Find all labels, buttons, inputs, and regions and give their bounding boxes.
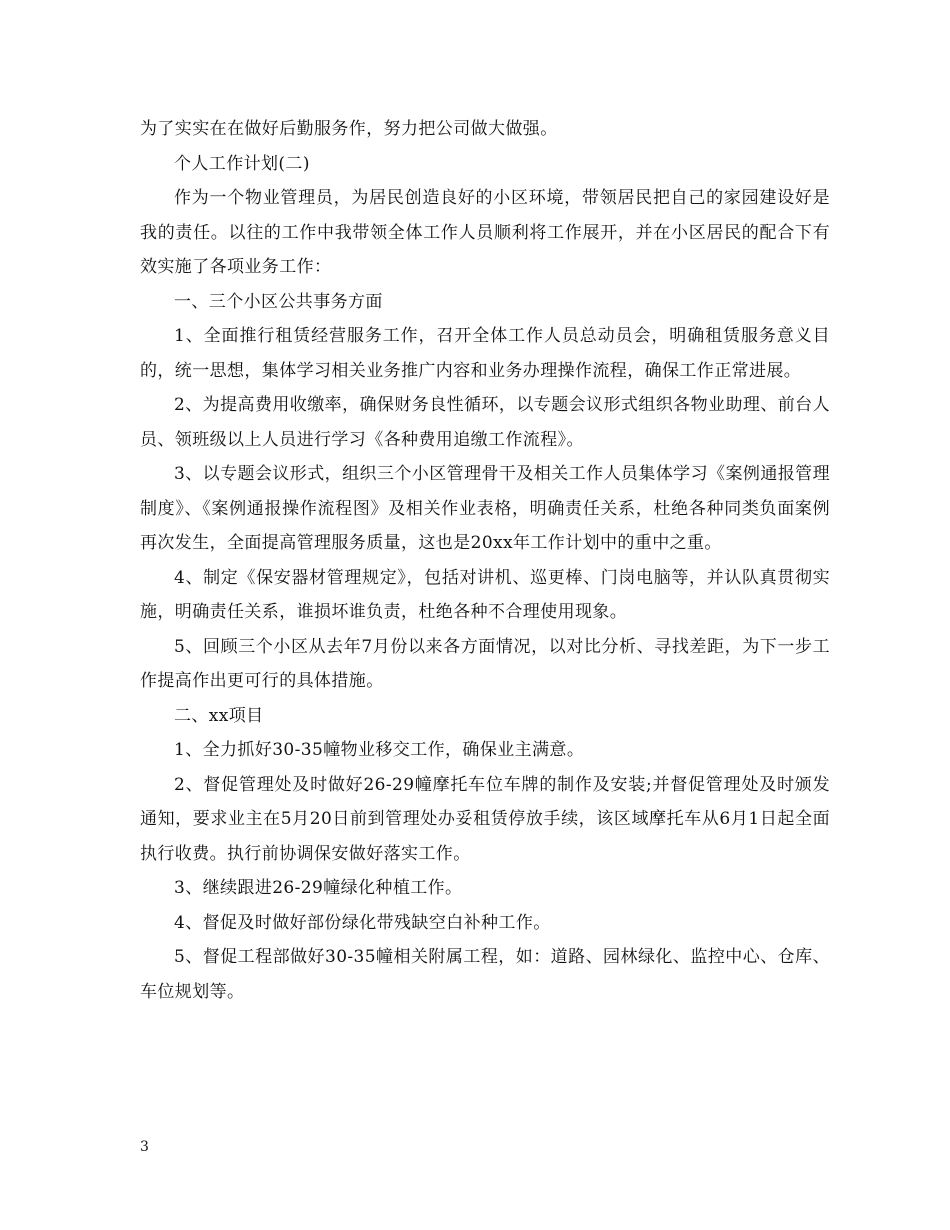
list-item: 1、全力抓好30-35幢物业移交工作，确保业主满意。 [174,740,585,760]
paragraph: 为了实实在在做好后勤服务作，努力把公司做大做强。 [140,119,558,139]
paragraph: 作为一个物业管理员，为居民创造良好的小区环境，带领居民把自己的家园建设好是我的责任。以往的工作中我带领全体工作人员顺利将工作展开，并在小区居民的配合下有效实施了各项业务工作： [140,188,830,277]
page-number: 3 [140,1139,149,1155]
list-item: 4、督促及时做好部份绿化带残缺空白补种工作。 [174,912,551,933]
list-item: 5、督促工程部做好30-35幢相关附属工程，如：道路、园林绿化、监控中心、仓库、车位规划等。 [140,947,830,1002]
list-item: 4、制定《保安器材管理规定》，包括对讲机、巡更棒、门岗电脑等，并认队真贯彻实施，明确责任关系，谁损坏谁负责，杜绝各种不合理使用现象。 [140,567,830,622]
document-body [140,112,830,1009]
list-item: 3、继续跟进26-29幢绿化种植工作。 [174,878,463,898]
list-item: 1、全面推行租赁经营服务工作，召开全体工作人员总动员会，明确租赁服务意义目的，统一思想，集体学习相关业务推广内容和业务办理操作流程，确保工作正常进展。 [140,326,830,381]
list-item: 3、以专题会议形式，组织三个小区管理骨干及相关工作人员集体学习《案例通报管理制度》、《案例通报操作流程图》及相关作业表格，明确责任关系，杜绝各种同类负面案例再次发生，全面提高管理服务质量，这也是20xx年工作计划中的重中之重。 [140,464,830,553]
list-item: 2、为提高费用收缴率，确保财务良性循环，以专题会议形式组织各物业助理、前台人员、领班级以上人员进行学习《各种费用追缴工作流程》。 [140,395,830,450]
section-heading: 二、xx项目 [174,705,264,726]
list-item: 2、督促管理处及时做好26-29幢摩托车位车牌的制作及安装;并督促管理处及时颁发通知，要求业主在5月20日前到管理处办妥租赁停放手续，该区域摩托车从6月1日起全面执行收费。执行前协调保安做好落实工作。 [140,774,830,864]
section-heading: 一、三个小区公共事务方面 [174,291,383,312]
section-heading: 个人工作计划(二) [174,153,310,174]
list-item: 5、回顾三个小区从去年7月份以来各方面情况，以对比分析、寻找差距，为下一步工作提高作出更可行的具体措施。 [140,636,830,691]
